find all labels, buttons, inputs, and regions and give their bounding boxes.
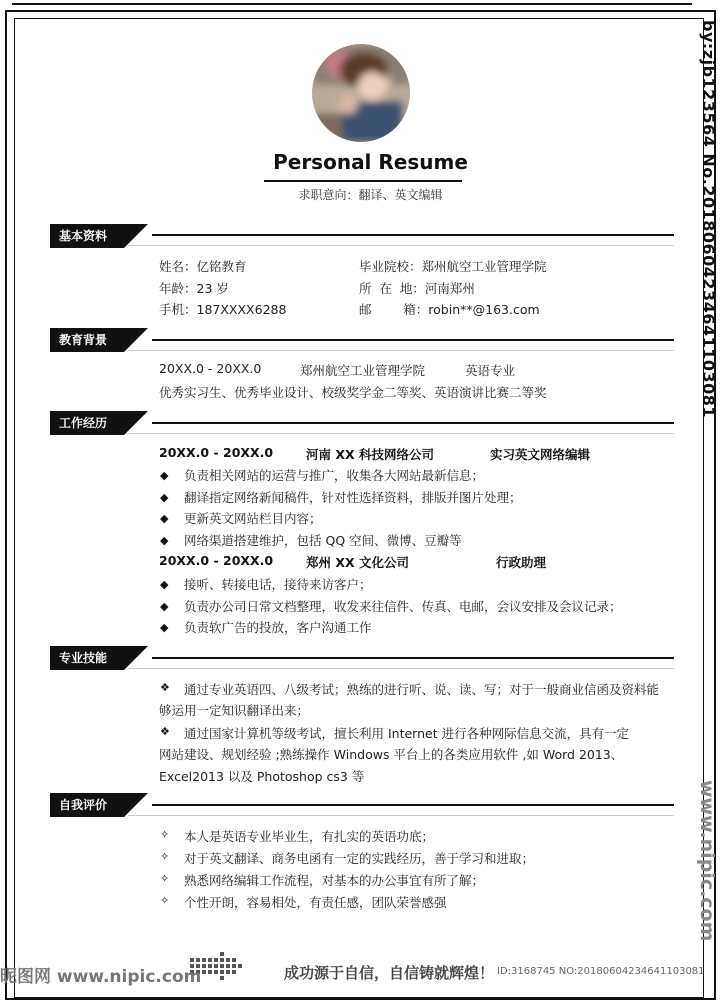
work-2-role: 行政助理 xyxy=(496,555,547,570)
hollow-diamond-bullet-icon: ❖ xyxy=(160,681,170,694)
diamond-bullet-icon: ◆ xyxy=(160,534,169,547)
watermark-id: ID:3168745 NO:20180604234641103081 xyxy=(497,966,705,977)
diamond-bullet-icon: ◆ xyxy=(160,600,169,613)
outline-star-bullet-icon: ✧ xyxy=(160,828,170,841)
section-tag-education: 教育背景 xyxy=(50,328,124,352)
skill-2-line: Excel2013 以及 Photoshop cs3 等 xyxy=(159,769,365,784)
basic-location: 所 在 地：河南郑州 xyxy=(359,281,475,296)
diamond-bullet-icon: ◆ xyxy=(160,578,169,591)
basic-name: 姓名：亿铭教育 xyxy=(159,259,247,274)
section-divider xyxy=(152,657,674,659)
self-item: 个性开朗，容易相处，有责任感，团队荣誉感强 xyxy=(184,895,447,910)
watermark-vertical: by:zjb123564 No.20180604234641103081 xyxy=(699,20,718,419)
section-divider-thin xyxy=(128,815,674,816)
self-item: 熟悉网络编辑工作流程，对基本的办公事宜有所了解； xyxy=(184,873,485,888)
work-1-role: 实习英文网络编辑 xyxy=(490,447,591,462)
section-divider xyxy=(152,804,674,806)
self-item: 对于英文翻译、商务电函有一定的实践经历，善于学习和进取； xyxy=(184,851,535,866)
title-underline xyxy=(264,180,462,182)
section-tag-self: 自我评价 xyxy=(50,793,124,817)
section-divider-thin xyxy=(128,350,674,351)
work-2-company: 郑州 XX 文化公司 xyxy=(306,555,409,570)
work-1-duty: 翻译指定网络新闻稿件，针对性选择资料，排版并图片处理； xyxy=(184,490,522,505)
section-tag-skills: 专业技能 xyxy=(50,646,124,670)
work-1-duty: 更新英文网站栏目内容； xyxy=(184,511,322,526)
outline-star-bullet-icon: ✧ xyxy=(160,850,170,863)
section-divider xyxy=(152,422,674,424)
work-2-period: 20XX.0 - 20XX.0 xyxy=(159,553,274,568)
edu-honors: 优秀实习生、优秀毕业设计、校级奖学金二等奖、英语演讲比赛二等奖 xyxy=(159,385,547,400)
section-tag-basic: 基本资料 xyxy=(50,224,124,248)
hollow-diamond-bullet-icon: ❖ xyxy=(160,725,170,738)
top-border-line xyxy=(12,3,692,5)
basic-email: 邮 箱：robin**@163.com xyxy=(359,302,540,317)
work-1-company: 河南 XX 科技网络公司 xyxy=(306,447,434,462)
basic-school: 毕业院校：郑州航空工业管理学院 xyxy=(359,259,547,274)
edu-major: 英语专业 xyxy=(465,363,516,378)
basic-phone: 手机：187XXXX6288 xyxy=(159,302,287,317)
skill-1-line: 通过专业英语四、八级考试；熟练的进行听、说、读、写；对于一般商业信函及资料能 xyxy=(184,682,660,697)
diamond-bullet-icon: ◆ xyxy=(160,469,169,482)
motto: 成功源于自信，自信铸就辉煌！ xyxy=(284,964,495,982)
work-2-duty: 负责办公司日常文档整理，收发来往信件、传真、电邮，会议安排及会议记录； xyxy=(184,599,622,614)
section-divider-thin xyxy=(128,433,674,434)
work-1-period: 20XX.0 - 20XX.0 xyxy=(159,445,274,460)
avatar xyxy=(312,44,410,142)
skill-1-line: 够运用一定知识翻译出来； xyxy=(159,703,310,718)
diamond-bullet-icon: ◆ xyxy=(160,621,169,634)
diamond-bullet-icon: ◆ xyxy=(160,491,169,504)
skill-2-line: 网站建设、规划经验 ;熟练操作 Windows 平台上的各类应用软件 ,如 Word 2013、 xyxy=(159,747,624,762)
section-divider xyxy=(152,234,674,236)
outline-star-bullet-icon: ✧ xyxy=(160,872,170,885)
work-1-duty: 网络渠道搭建维护，包括 QQ 空间、微博、豆瓣等 xyxy=(184,533,462,548)
job-objective: 求职意向：翻译、英文编辑 xyxy=(298,188,443,202)
section-divider-thin xyxy=(128,245,674,246)
self-item: 本人是英语专业毕业生，有扎实的英语功底； xyxy=(184,829,435,844)
work-2-duty: 接听、转接电话，接待来访客户； xyxy=(184,577,372,592)
avatar-photo-icon xyxy=(312,44,410,142)
edu-period: 20XX.0 - 20XX.0 xyxy=(159,361,262,376)
diamond-bullet-icon: ◆ xyxy=(160,512,169,525)
section-divider-thin xyxy=(128,668,674,669)
section-divider xyxy=(152,339,674,341)
page-title: Personal Resume xyxy=(273,150,468,174)
skill-2-line: 通过国家计算机等级考试，擅长利用 Internet 进行各种网际信息交流，具有一定 xyxy=(184,726,630,741)
section-tag-work: 工作经历 xyxy=(50,411,124,435)
watermark-vertical-site: www.nipic.com xyxy=(696,780,718,942)
outline-star-bullet-icon: ✧ xyxy=(160,894,170,907)
work-1-duty: 负责相关网站的运营与推广，收集各大网站最新信息； xyxy=(184,468,485,483)
edu-school: 郑州航空工业管理学院 xyxy=(300,363,426,378)
basic-age: 年龄：23 岁 xyxy=(159,281,229,296)
work-2-duty: 负责软广告的投放，客户沟通工作 xyxy=(184,620,372,635)
watermark-bottom: 昵图网 www.nipic.com xyxy=(0,967,202,987)
